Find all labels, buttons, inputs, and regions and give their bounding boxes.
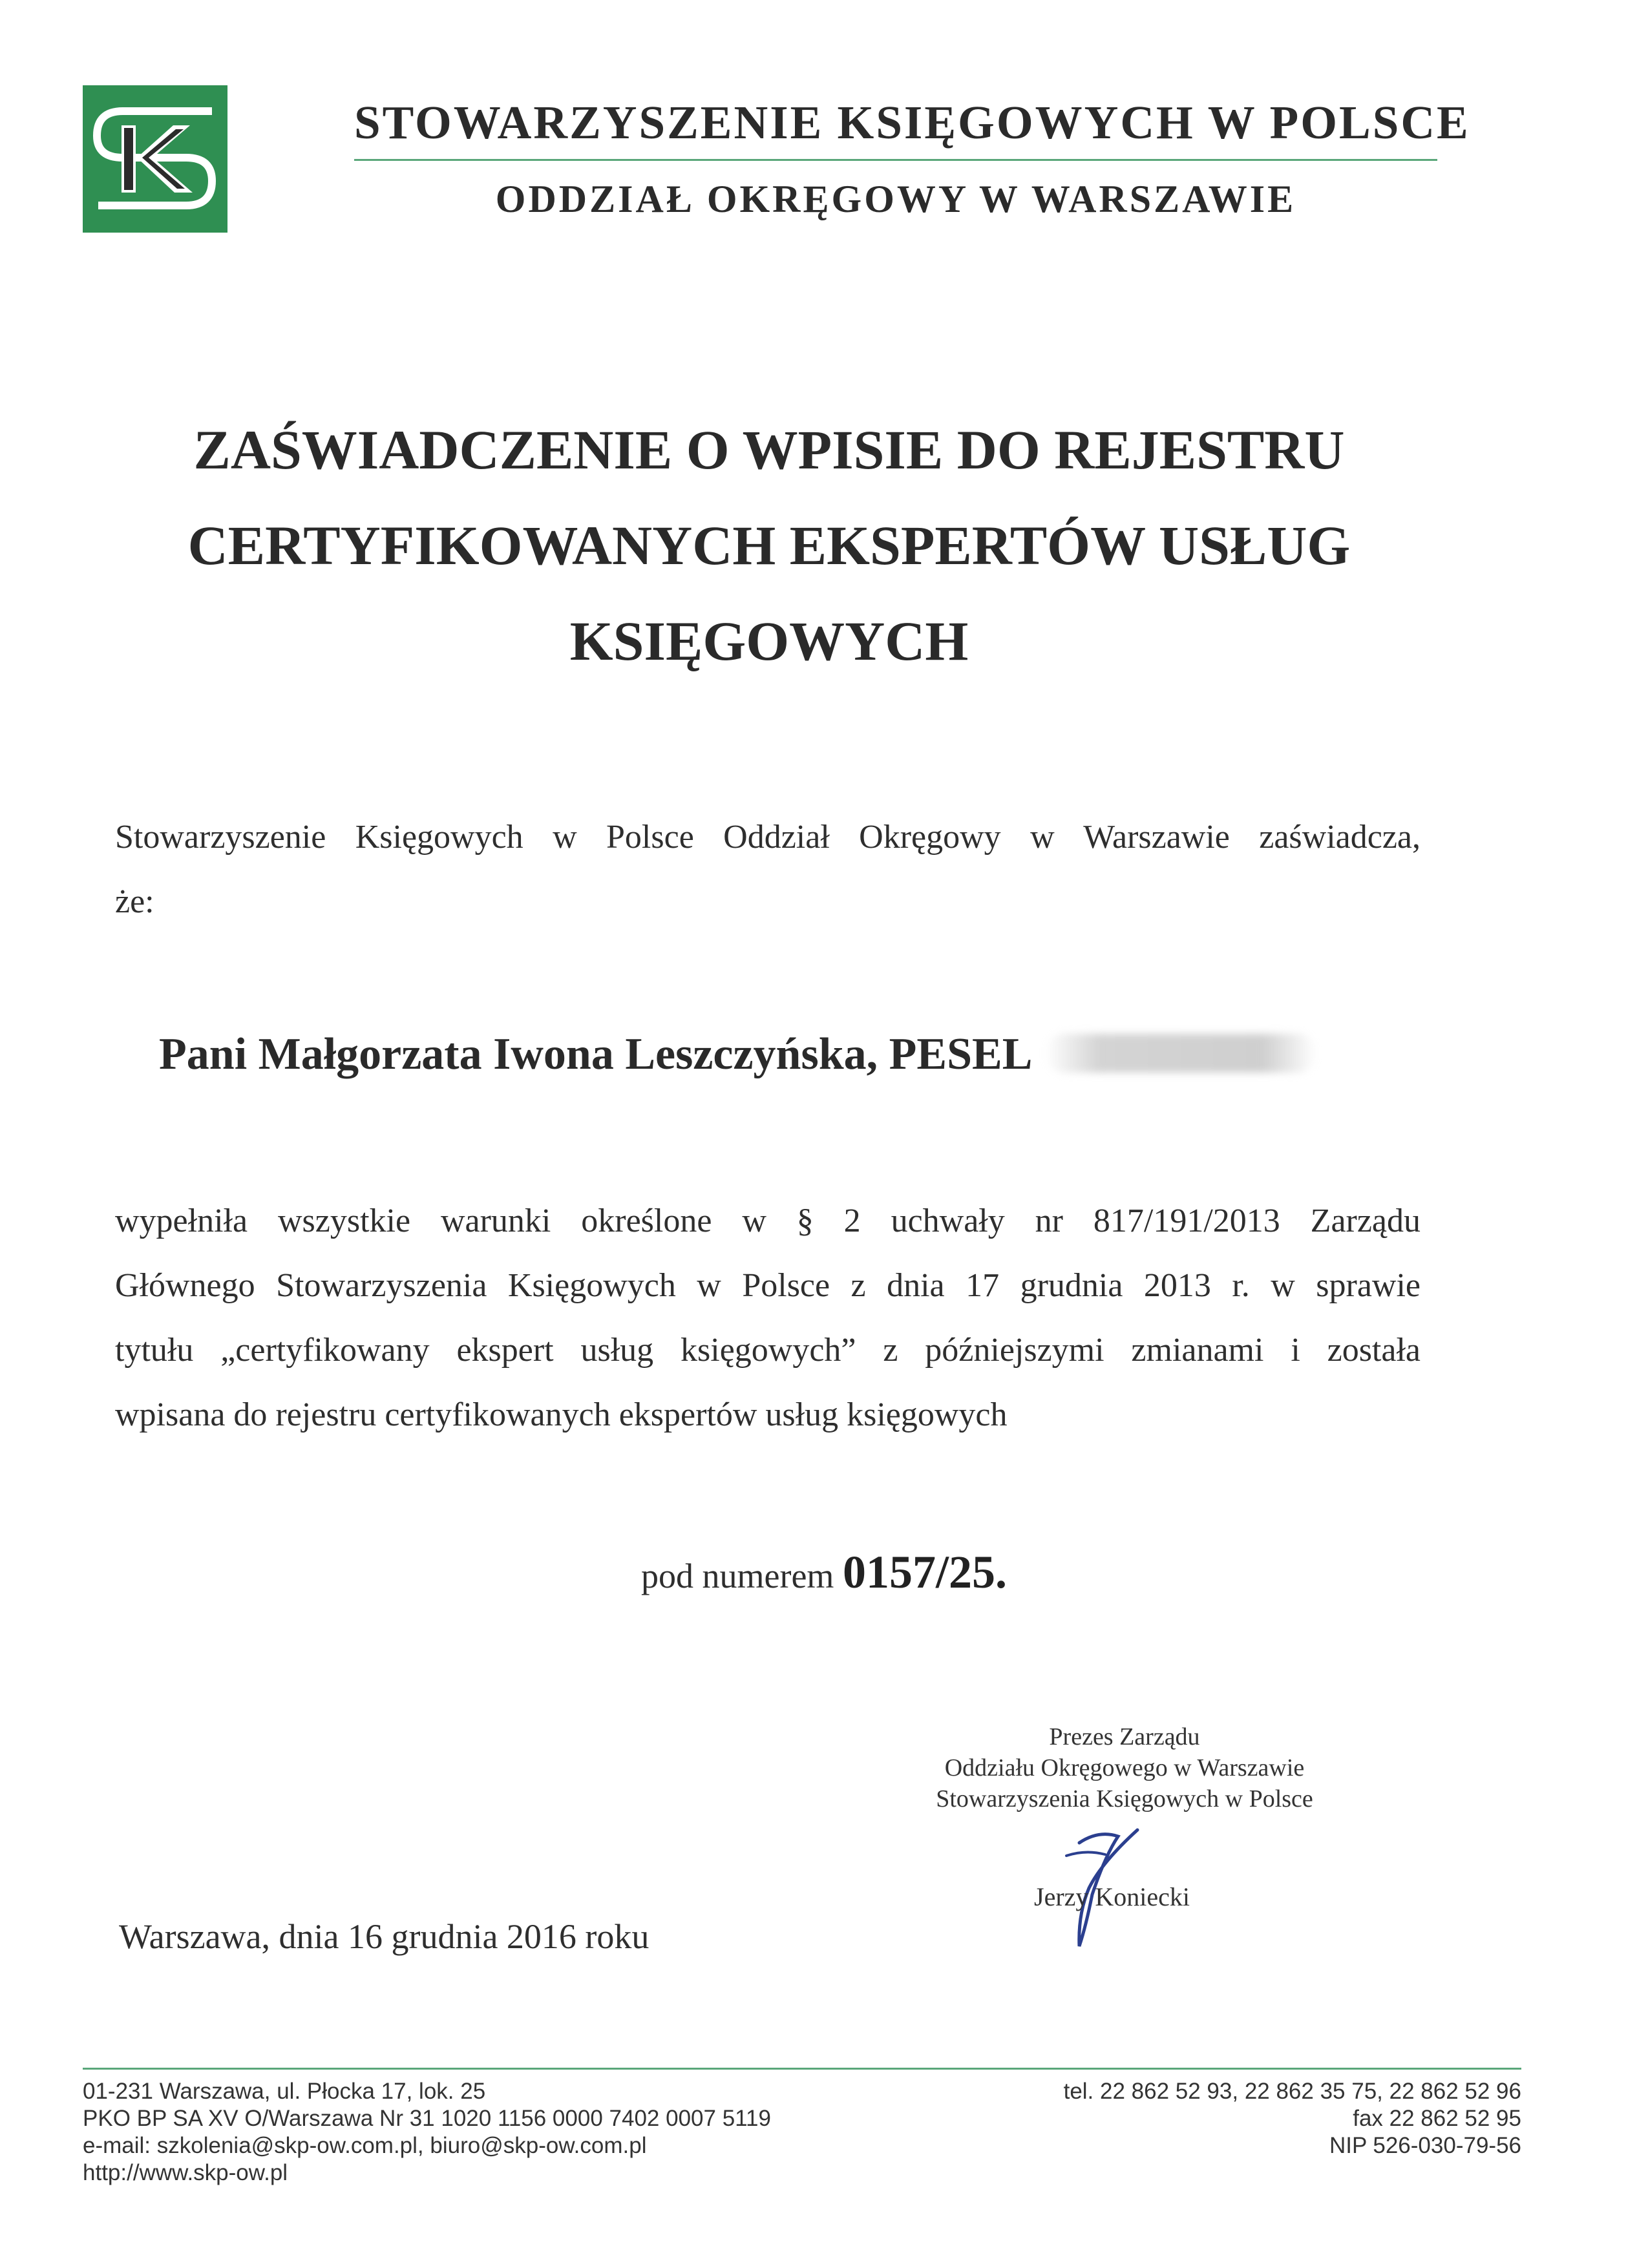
footer-email: e-mail: szkolenia@skp-ow.com.pl, biuro@skp-ow.com.pl [83, 2133, 647, 2158]
registration-number-line [0, 1546, 1648, 1599]
conditions-paragraph [115, 1189, 1421, 1447]
person-name: Pani Małgorzata Iwona Leszczyńska, PESEL [159, 1029, 1033, 1079]
footer-nip: NIP 526-030-79-56 [1329, 2133, 1521, 2158]
footer-fax: fax 22 862 52 95 [1353, 2106, 1521, 2131]
footer-address: 01-231 Warszawa, ul. Płocka 17, lok. 25 [83, 2079, 486, 2104]
conditions-line-2: Głównego Stowarzyszenia Księgowych w Polsce z dnia 17 grudnia 2013 r. w sprawie [115, 1267, 1421, 1304]
signatory-role-line-3: Stowarzyszenia Księgowych w Polsce [936, 1785, 1313, 1812]
conditions-line-1: wypełniła wszystkie warunki określone w § 2 uchwały nr 817/191/2013 Zarządu [115, 1202, 1421, 1239]
sk-logo-icon [83, 85, 227, 233]
header-divider [354, 159, 1437, 161]
intro-line-2: że: [115, 883, 154, 920]
registration-number: 0157/25. [842, 1546, 1007, 1598]
branch-name: ODDZIAŁ OKRĘGOWY W WARSZAWIE [495, 178, 1296, 220]
footer-divider [83, 2068, 1521, 2070]
organization-logo [83, 85, 227, 233]
signatory-role-line-1: Prezes Zarządu [1049, 1723, 1200, 1750]
document-title [97, 402, 1441, 689]
footer-phone: tel. 22 862 52 93, 22 862 35 75, 22 862 52 96 [1063, 2079, 1521, 2104]
title-line-2: CERTYFIKOWANYCH EKSPERTÓW USŁUG [187, 514, 1351, 576]
title-line-1: ZAŚWIADCZENIE O WPISIE DO REJESTRU [193, 419, 1345, 481]
footer-contact-left [83, 2078, 771, 2187]
organization-name: STOWARZYSZENIE KSIĘGOWYCH W POLSCE [354, 96, 1470, 149]
conditions-line-3: tytułu „certyfikowany ekspert usług księgowych” z późniejszymi zmianami i została [115, 1332, 1421, 1369]
conditions-line-4: wpisana do rejestru certyfikowanych ekspertów usług księgowych [115, 1396, 1008, 1433]
intro-line-1: Stowarzyszenie Księgowych w Polsce Oddział Okręgowy w Warszawie zaświadcza, [115, 819, 1421, 856]
intro-paragraph [115, 805, 1421, 934]
signatory-title-block [866, 1721, 1383, 1814]
title-line-3: KSIĘGOWYCH [569, 610, 969, 672]
footer-contact-right [969, 2078, 1521, 2159]
signatory-name: Jerzy Koniecki [1034, 1882, 1190, 1911]
footer-website: http://www.skp-ow.pl [83, 2160, 288, 2185]
certified-person [159, 1029, 1316, 1080]
footer-bank-account: PKO BP SA XV O/Warszawa Nr 31 1020 1156 0000 7402 0007 5119 [83, 2106, 771, 2131]
registration-prefix: pod numerem [641, 1557, 834, 1595]
place-and-date: Warszawa, dnia 16 grudnia 2016 roku [119, 1917, 650, 1956]
pesel-redacted-blur [1045, 1034, 1316, 1073]
signatory-role-line-2: Oddziału Okręgowego w Warszawie [944, 1754, 1305, 1781]
